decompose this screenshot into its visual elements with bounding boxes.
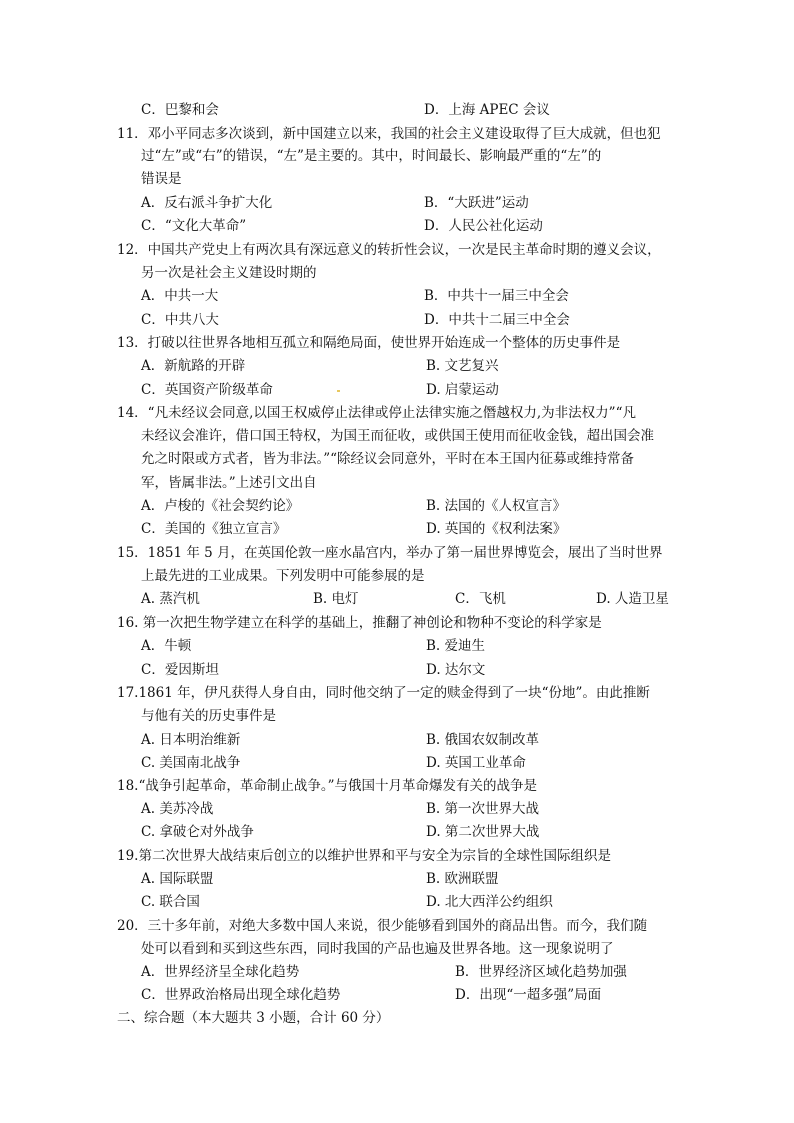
question-20-line-2: 处可以看到和买到这些东西，同时我国的产品也遍及世界各地。这一现象说明了 [141,941,614,957]
option-c-q18: C. 拿破仑对外战争 [141,824,254,840]
question-18-line-1: 18.“战争引起革命，革命制止战争。”与俄国十月革命爆发有关的战争是 [117,778,538,794]
option-c-q12: C．中共八大 [141,312,219,328]
option-b-q13: B. 文艺复兴 [426,358,499,374]
option-b-q16: B. 爱迪生 [426,638,486,654]
option-c-q15: C．飞机 [455,591,506,607]
question-17-line-2: 与他有关的历史事件是 [141,708,276,724]
option-d-q12: D．中共十二届三中全会 [424,312,570,328]
option-d-q20: D．出现“一超多强”局面 [455,987,602,1003]
option-a-q11: A．反右派斗争扩大化 [141,195,273,211]
question-13-line-1: 13．打破以往世界各地相互孤立和隔绝局面，使世界开始连成一个整体的历史事件是 [117,335,621,351]
question-12-line-1: 12．中国共产党史上有两次具有深远意义的转折性会议，一次是民主革命时期的遵义会议， [117,242,661,258]
question-14-line-1: 14．“凡未经议会同意,以国王权威停止法律或停止法律实施之僭越权力,为非法权力”“凡 [117,405,636,421]
option-a-q15: A. 蒸汽机 [141,591,200,607]
option-b-q15: B. 电灯 [313,591,359,607]
question-19-line-1: 19.第二次世界大战结束后创立的以维护世界和平与安全为宗旨的全球性国际组织是 [117,848,611,864]
option-a-q20: A．世界经济呈全球化趋势 [141,964,300,980]
option-d-q16: D. 达尔文 [426,662,486,678]
option-d-q18: D. 第二次世界大战 [426,824,540,840]
option-b-q17: B. 俄国农奴制改革 [426,732,540,748]
question-11-line-1: 11．邓小平同志多次谈到，新中国建立以来，我国的社会主义建设取得了巨大成就，但也犯 [117,126,661,142]
option-a-q12: A．中共一大 [141,288,219,304]
option-d-q10: D．上海 APEC 会议 [424,102,550,118]
option-a-q16: A．牛顿 [141,638,192,654]
option-d-q19: D. 北大西洋公约组织 [426,894,553,910]
option-b-q14: B. 法国的《人权宣言》 [426,498,567,514]
question-15-line-2: 上最先进的工业成果。下列发明中可能参展的是 [141,568,425,584]
question-14-line-4: 军，皆属非法。”上述引文出自 [141,475,317,491]
option-b-q18: B. 第一次世界大战 [426,801,540,817]
question-14-line-2: 未经议会准许，借口国王特权，为国王而征收，或供国王使用而征收金钱，超出国会准 [141,428,654,444]
question-16-line-1: 16. 第一次把生物学建立在科学的基础上，推翻了神创论和物种不变论的科学家是 [117,615,602,631]
option-c-q13: C．英国资产阶级革命 [141,382,273,398]
option-d-q17: D. 英国工业革命 [426,755,526,771]
option-a-q13: A．新航路的开辟 [141,358,246,374]
option-d-q15: D. 人造卫星 [596,591,669,607]
option-a-q17: A. 日本明治维新 [141,732,241,748]
option-d-q14: D. 英国的《权利法案》 [426,521,567,537]
option-b-q12: B．中共十一届三中全会 [424,288,569,304]
option-d-q11: D．人民公社化运动 [424,218,543,234]
question-20-line-1: 20．三十多年前，对绝大多数中国人来说，很少能够看到国外的商品出售。而今，我们随 [117,918,648,934]
option-c-q14: C．美国的《独立宣言》 [141,521,287,537]
option-c-q11: C．“文化大革命” [141,218,247,234]
section-heading: 二、综合题（本大题共 3 小题，合计 60 分） [117,1010,390,1026]
stray-mark [337,390,340,392]
question-15-line-1: 15．1851 年 5 月，在英国伦敦一座水晶宫内，举办了第一届世界博览会，展出了当时世界 [117,545,663,561]
option-b-q11: B．“大跃进”运动 [424,195,529,211]
option-a-q18: A. 美苏冷战 [141,801,214,817]
question-11-line-3: 错误是 [141,171,182,187]
option-c-q20: C．世界政治格局出现全球化趋势 [141,987,341,1003]
question-14-line-3: 允之时限或方式者，皆为非法。”“除经议会同意外，平时在本王国内征募或维持常备 [141,451,635,467]
option-c-q10: C．巴黎和会 [141,102,219,118]
option-a-q19: A. 国际联盟 [141,871,214,887]
question-17-line-1: 17.1861 年，伊凡获得人身自由，同时他交纳了一定的赎金得到了一块“份地”。由此推断 [117,685,650,701]
option-d-q13: D. 启蒙运动 [426,382,499,398]
option-c-q19: C. 联合国 [141,894,200,910]
option-c-q16: C．爱因斯坦 [141,662,219,678]
option-c-q17: C. 美国南北战争 [141,755,241,771]
option-a-q14: A．卢梭的《社会契约论》 [141,498,300,514]
question-11-line-2: 过“左”或“右”的错误，“左”是主要的。其中，时间最长、影响最严重的“左”的 [141,148,602,164]
option-b-q19: B. 欧洲联盟 [426,871,499,887]
question-12-line-2: 另一次是社会主义建设时期的 [141,265,317,281]
option-b-q20: B．世界经济区域化趋势加强 [455,964,627,980]
